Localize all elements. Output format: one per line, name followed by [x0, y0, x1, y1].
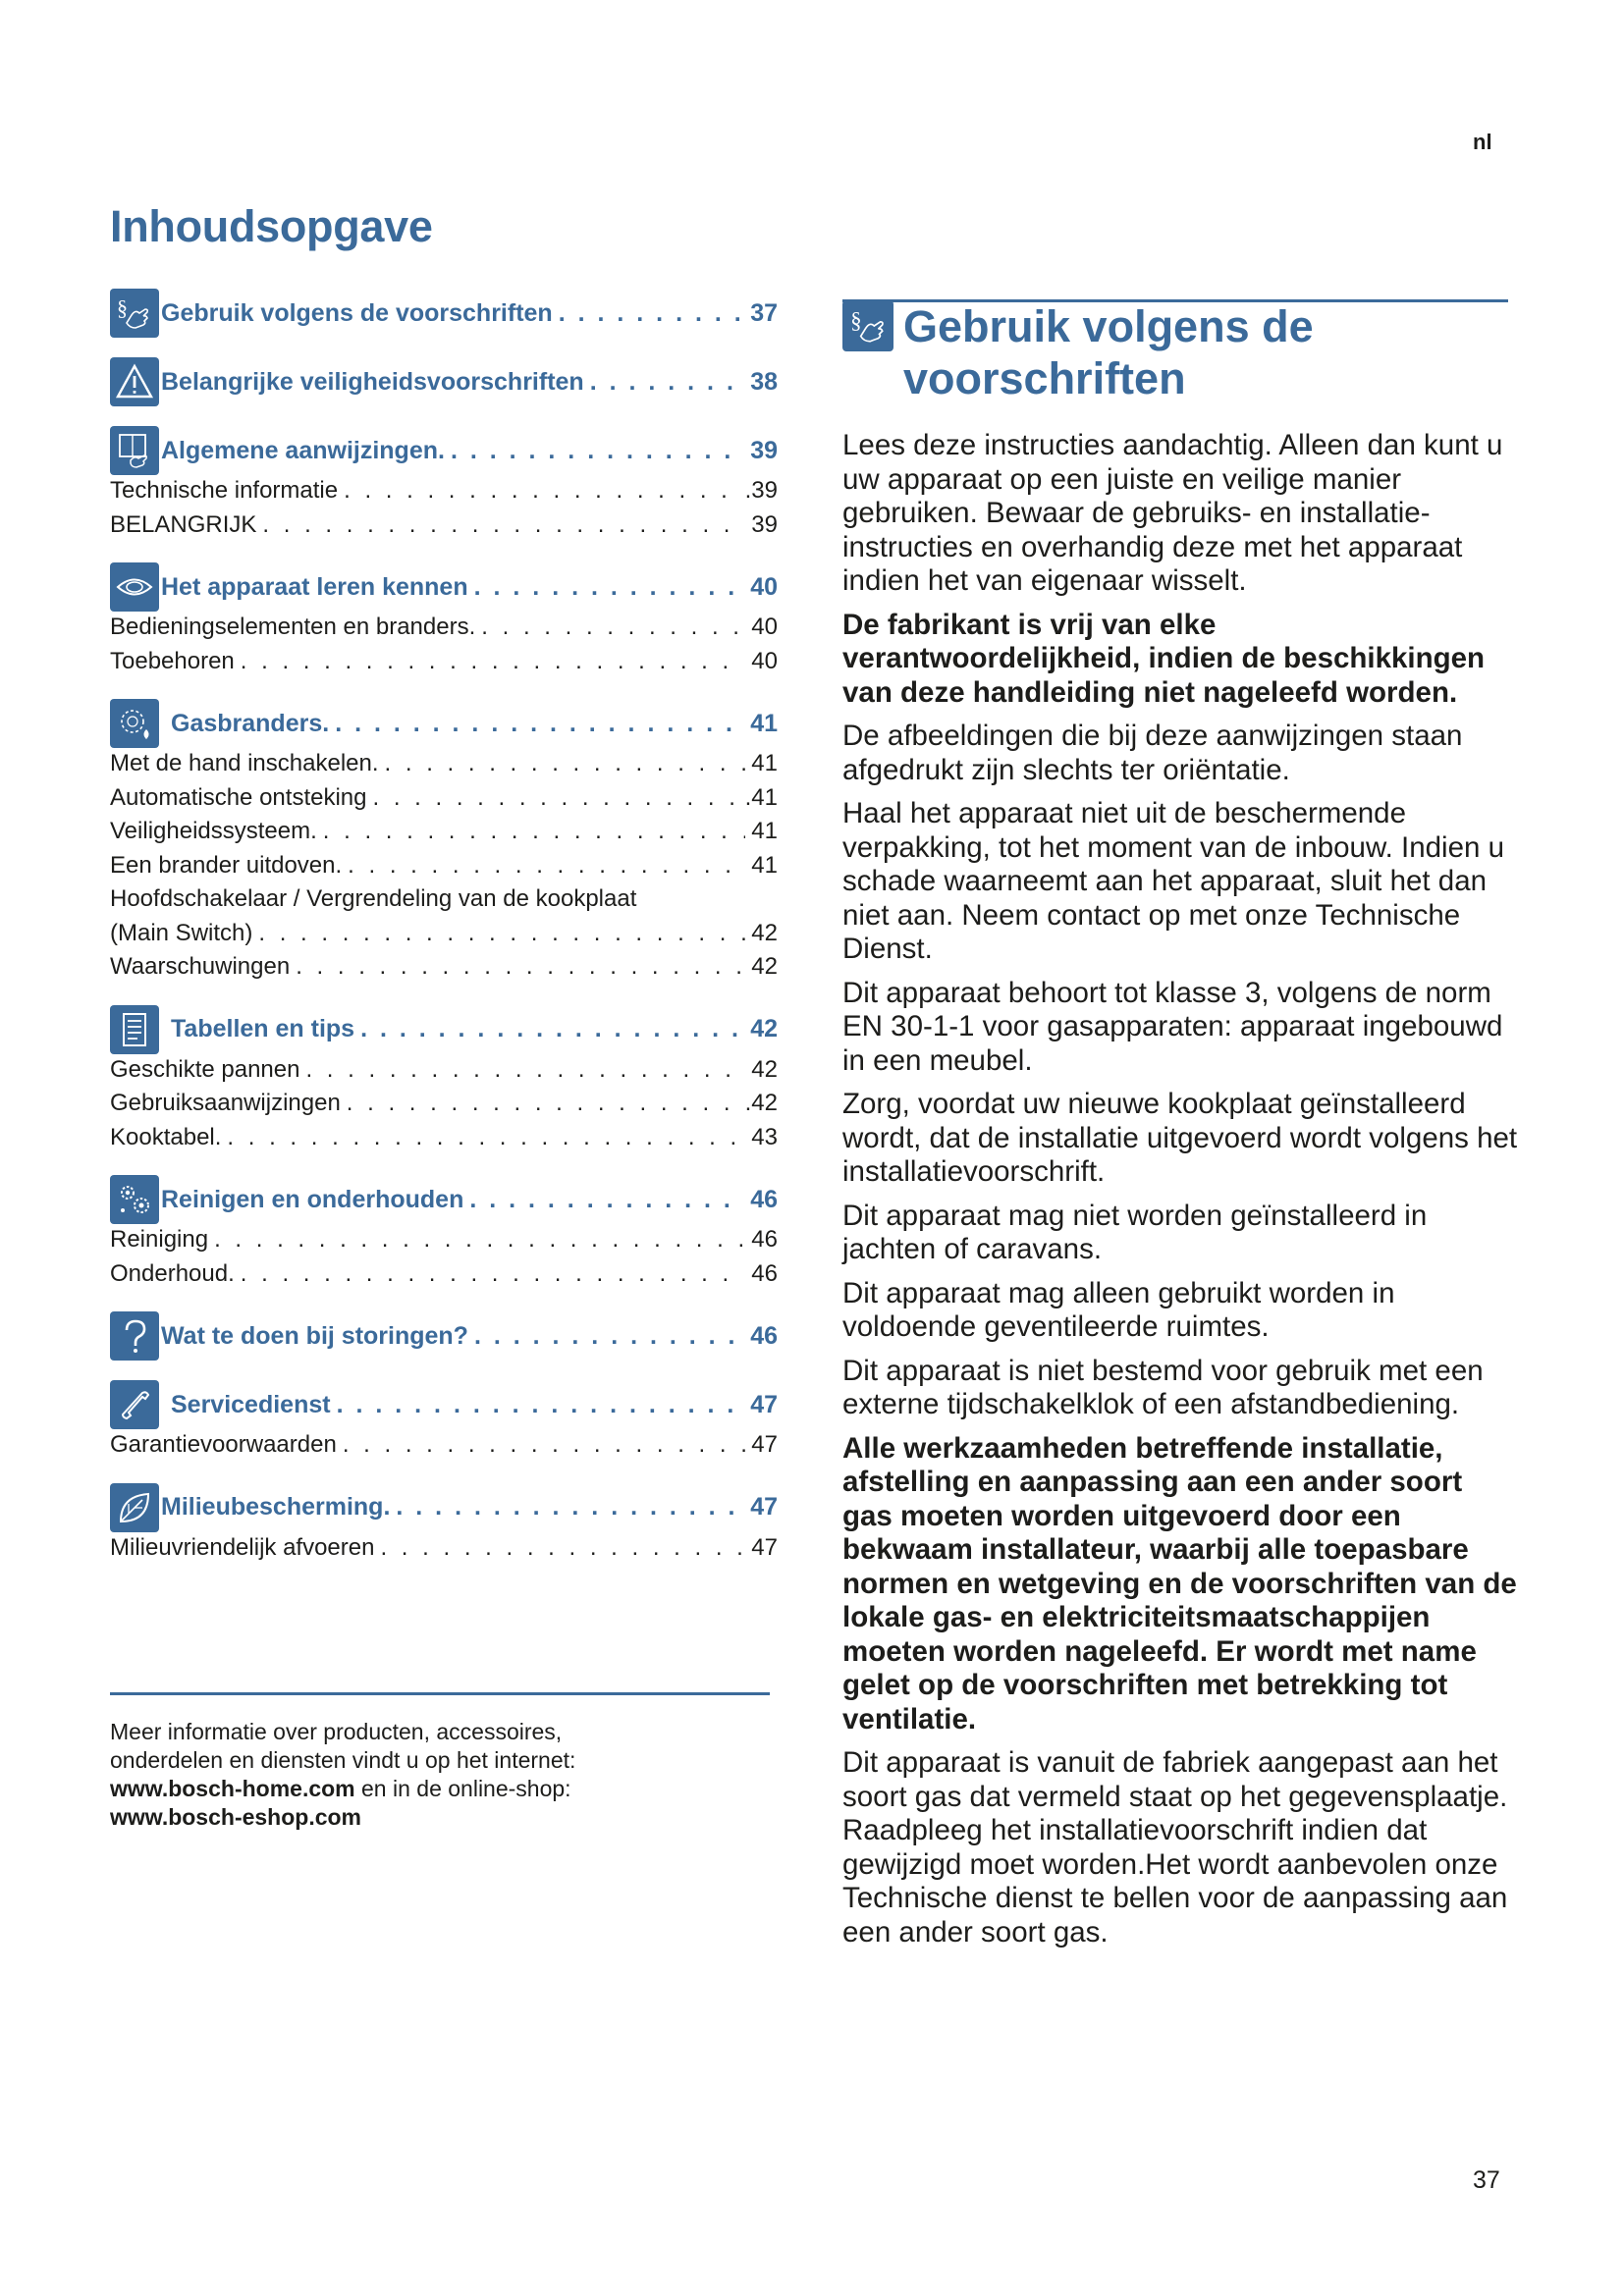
toc-page-number: 42	[751, 953, 778, 980]
toc-heading-label: Servicedienst	[171, 1390, 331, 1418]
toc-heading-entry[interactable]	[110, 287, 778, 340]
toc-sub-label: (Main Switch)	[110, 919, 253, 946]
divider	[110, 1692, 770, 1695]
toc-sub-entry[interactable]	[110, 1260, 778, 1295]
section-title-line: Gebruik volgens de	[903, 301, 1314, 351]
toc-sub-label: Waarschuwingen	[110, 953, 291, 980]
toc-page-number: 46	[750, 1321, 778, 1350]
toc-page-number: 47	[751, 1533, 778, 1561]
toc-page-number: 41	[751, 851, 778, 879]
toc-sub-entry[interactable]	[110, 953, 778, 988]
paragraph: Dit apparaat mag alleen gebruikt worden in voldoende geventileerde ruimtes.	[842, 1276, 1395, 1343]
more-info	[110, 1718, 778, 1832]
leader-dots	[372, 784, 738, 812]
toc-page-number: 39	[750, 436, 778, 464]
toc-sub-entry[interactable]	[110, 1226, 778, 1260]
document-list-icon	[110, 1005, 159, 1054]
toc-heading-entry[interactable]	[110, 1309, 778, 1362]
toc-sub-label: Garantievoorwaarden	[110, 1431, 337, 1458]
leader-dots	[337, 1391, 745, 1419]
leader-dots	[474, 1322, 744, 1351]
toc-page-number: 47	[750, 1493, 778, 1521]
toc-page-number: 46	[751, 1226, 778, 1253]
leaf-icon	[110, 1483, 159, 1532]
toc-section	[110, 355, 778, 408]
toc-heading-label: Tabellen en tips	[171, 1015, 355, 1042]
toc-heading-label: Algemene aanwijzingen.	[161, 436, 445, 464]
toc-page-number: 46	[750, 1185, 778, 1213]
toc-sub-entry[interactable]	[110, 648, 778, 682]
language-code: nl	[1473, 130, 1492, 154]
toc-sub-label: Veiligheidssysteem.	[110, 818, 317, 844]
cleaning-gears-icon	[110, 1175, 159, 1224]
leader-dots	[348, 852, 745, 880]
paragraph: Dit apparaat behoort tot klasse 3, volgens de norm EN 30-1-1 voor gasapparaten: apparaat ingebouwd in een meubel.	[842, 976, 1503, 1077]
paragraph: Dit apparaat is niet bestemd voor gebruik met een externe tijdschakelklok of een afstandbediening.	[842, 1354, 1484, 1420]
toc-heading-entry[interactable]	[110, 1481, 778, 1534]
leader-dots	[305, 1056, 745, 1084]
toc-heading-entry[interactable]	[110, 1173, 778, 1226]
toc-sub-entry[interactable]	[110, 477, 778, 511]
leader-dots	[227, 1124, 745, 1151]
leader-dots	[385, 750, 746, 777]
toc-sub-label: Bedieningselementen en branders.	[110, 614, 476, 640]
table-of-contents	[110, 287, 778, 1568]
website-link[interactable]: www.bosch-home.com	[110, 1776, 355, 1801]
paragraph: Dit apparaat is vanuit de fabriek aangepast aan het soort gas dat vermeld staat op het gegevensplaatje. Raadpleeg het installatievoorschrift indien dat gewijzigd moet worden.Het wordt aanbevolen onze Technische dienst te bellen voor de aanpassing aan een ander soort gas.	[842, 1746, 1508, 1949]
page-number: 37	[1473, 2166, 1500, 2194]
leader-dots	[360, 1015, 744, 1043]
leader-dots	[241, 1260, 746, 1288]
toc-sub-entry[interactable]	[110, 852, 778, 886]
leader-dots	[474, 573, 745, 602]
toc-page-number: 37	[750, 298, 778, 327]
toc-sub-label: BELANGRIJK	[110, 510, 257, 538]
toc-heading-label: Reinigen en onderhouden	[161, 1185, 464, 1213]
toc-page-number: .39	[744, 477, 778, 504]
leader-dots	[380, 1534, 745, 1562]
toc-sub-label: Gebruiksaanwijzingen	[110, 1090, 341, 1116]
leader-dots	[262, 511, 745, 539]
toc-section	[110, 697, 778, 988]
leader-dots	[469, 1186, 744, 1214]
toc-page-number: 41	[750, 709, 778, 737]
eye-icon	[110, 562, 159, 612]
toc-sub-label: Een brander uitdoven.	[110, 851, 343, 879]
toc-page-number: 39	[751, 510, 778, 538]
question-icon	[110, 1311, 159, 1361]
leader-dots	[590, 368, 744, 397]
eshop-link[interactable]: www.bosch-eshop.com	[110, 1804, 362, 1830]
toc-section	[110, 287, 778, 340]
toc-heading-label: Milieubescherming.	[161, 1493, 391, 1521]
toc-heading-entry[interactable]	[110, 355, 778, 408]
book-hand-icon	[110, 426, 159, 475]
toc-sub-label: Automatische ontsteking	[110, 783, 367, 811]
toc-page-number: 38	[750, 367, 778, 396]
bold-paragraph: Alle werkzaamheden betreffende installatie, afstelling en aanpassing aan een ander soort gas moeten worden uitgevoerd door een bekwaam installateur, waarbij alle toepasbare normen en wetgeving en de voorschriften van de lokale gas- en elektriciteitsmaatschappijen moeten worden nageleefd. Er wordt met name gelet op de voorschriften met betrekking tot ventilatie.	[842, 1431, 1517, 1735]
toc-sub-entry[interactable]	[110, 1431, 778, 1466]
toc-section	[110, 561, 778, 681]
paragraph: Haal het apparaat niet uit de beschermende verpakking, tot het moment van de inbouw. Indien u schade waarneemt aan het apparaat, sluit het dan niet aan. Neem contact op met onze Technische Dienst.	[842, 797, 1505, 965]
svg-text:§: §	[117, 295, 128, 320]
toc-sub-entry[interactable]	[110, 511, 778, 546]
page-title: Inhoudsopgave	[110, 201, 433, 251]
toc-sub-entry[interactable]	[110, 784, 778, 819]
gas-burner-icon	[110, 699, 159, 748]
toc-sub-entry[interactable]	[110, 818, 778, 852]
toc-section	[110, 1309, 778, 1362]
toc-sub-label: Reiniging	[110, 1226, 209, 1253]
more-info-line: Meer informatie over producten, accessoires,	[110, 1719, 563, 1744]
leader-dots	[241, 648, 746, 675]
more-info-text: en in de online-shop:	[354, 1776, 571, 1801]
toc-page-number: 42	[751, 1055, 778, 1083]
toc-page-number: 41	[751, 818, 778, 844]
toc-page-number: 40	[751, 647, 778, 674]
toc-sub-label: Geschikte pannen	[110, 1055, 300, 1083]
toc-heading-label: Belangrijke veiligheidsvoorschriften	[161, 367, 584, 396]
toc-section	[110, 1003, 778, 1158]
toc-page-number: 47	[751, 1431, 778, 1458]
leader-dots	[559, 299, 744, 328]
leader-dots	[347, 1090, 739, 1117]
toc-section	[110, 424, 778, 545]
toc-page-number: 43	[751, 1123, 778, 1150]
toc-sub-entry[interactable]	[110, 1534, 778, 1569]
toc-page-number: .42	[744, 1090, 778, 1116]
toc-page-number: 47	[750, 1390, 778, 1418]
toc-page-number: 40	[751, 614, 778, 640]
toc-heading-entry[interactable]	[110, 424, 778, 477]
paragraph: Lees deze instructies aandachtig. Alleen dan kunt u uw apparaat op een juiste en veilige manier gebruiken. Bewaar de gebruiks- en installatie-instructies en overhandig deze met het apparaat indien het van eigenaar wisselt.	[842, 429, 1503, 597]
toc-heading-label: Gasbranders.	[171, 709, 330, 737]
leader-dots	[258, 920, 745, 947]
leader-dots	[481, 614, 745, 641]
toc-section	[110, 1378, 778, 1466]
section-title-line: voorschriften	[903, 353, 1186, 403]
toc-sub-entry[interactable]	[110, 885, 778, 953]
toc-sub-entry[interactable]	[110, 750, 778, 784]
paragraph: Dit apparaat mag niet worden geïnstalleerd in jachten of caravans.	[842, 1199, 1428, 1265]
toc-sub-entry[interactable]	[110, 1090, 778, 1124]
leader-dots	[344, 477, 739, 505]
toc-heading-entry[interactable]	[110, 697, 778, 750]
toc-heading-entry[interactable]	[110, 1378, 778, 1431]
toc-sub-label: Met de hand inschakelen.	[110, 750, 379, 776]
paragraph: De afbeeldingen die bij deze aanwijzingen staan afgedrukt zijn slechts ter oriëntatie.	[842, 720, 1463, 786]
leader-dots	[335, 710, 744, 738]
toc-heading-entry[interactable]	[110, 561, 778, 614]
toc-sub-entry[interactable]	[110, 614, 778, 648]
toc-sub-label: Technische informatie	[110, 477, 339, 504]
leader-dots	[343, 1431, 745, 1459]
toc-page-number: .41	[744, 783, 778, 811]
toc-page-number: 41	[751, 750, 778, 776]
warning-triangle-icon	[110, 357, 159, 406]
bold-paragraph: De fabrikant is vrij van elke verantwoordelijkheid, indien de beschikkingen van deze handleiding niet nageleefd worden.	[842, 608, 1486, 709]
toc-heading-entry[interactable]	[110, 1003, 778, 1056]
leader-dots	[396, 1493, 744, 1522]
toc-page-number: 40	[750, 572, 778, 601]
leader-dots	[323, 818, 746, 845]
toc-heading-label: Het apparaat leren kennen	[161, 572, 468, 601]
leader-dots	[451, 437, 744, 465]
toc-sub-label: Toebehoren	[110, 647, 235, 674]
toc-section	[110, 1173, 778, 1294]
toc-sub-label: Onderhoud.	[110, 1259, 235, 1287]
toc-sub-label: Hoofdschakelaar / Vergrendeling van de kookplaat	[110, 885, 637, 912]
leader-dots	[296, 953, 745, 981]
section-hand-icon	[842, 300, 893, 351]
toc-heading-label: Gebruik volgens de voorschriften	[161, 298, 553, 327]
leader-dots	[214, 1226, 745, 1254]
svg-text:§: §	[850, 307, 862, 334]
section-hand-icon	[110, 289, 159, 338]
toc-sub-label: Kooktabel.	[110, 1123, 222, 1150]
phone-icon	[110, 1380, 159, 1429]
toc-sub-label: Milieuvriendelijk afvoeren	[110, 1533, 375, 1561]
toc-page-number: 42	[751, 919, 778, 946]
toc-page-number: 42	[750, 1015, 778, 1042]
paragraph: Zorg, voordat uw nieuwe kookplaat geïnstalleerd wordt, dat de installatie uitgevoerd wordt volgens het installatievoorschrift.	[842, 1088, 1518, 1188]
toc-heading-label: Wat te doen bij storingen?	[161, 1321, 468, 1350]
toc-page-number: 46	[751, 1259, 778, 1287]
toc-sub-entry[interactable]	[110, 1056, 778, 1091]
more-info-line: onderdelen en diensten vindt u op het internet:	[110, 1747, 576, 1773]
toc-sub-entry[interactable]	[110, 1124, 778, 1158]
toc-section	[110, 1481, 778, 1569]
section-body	[842, 429, 1520, 1959]
